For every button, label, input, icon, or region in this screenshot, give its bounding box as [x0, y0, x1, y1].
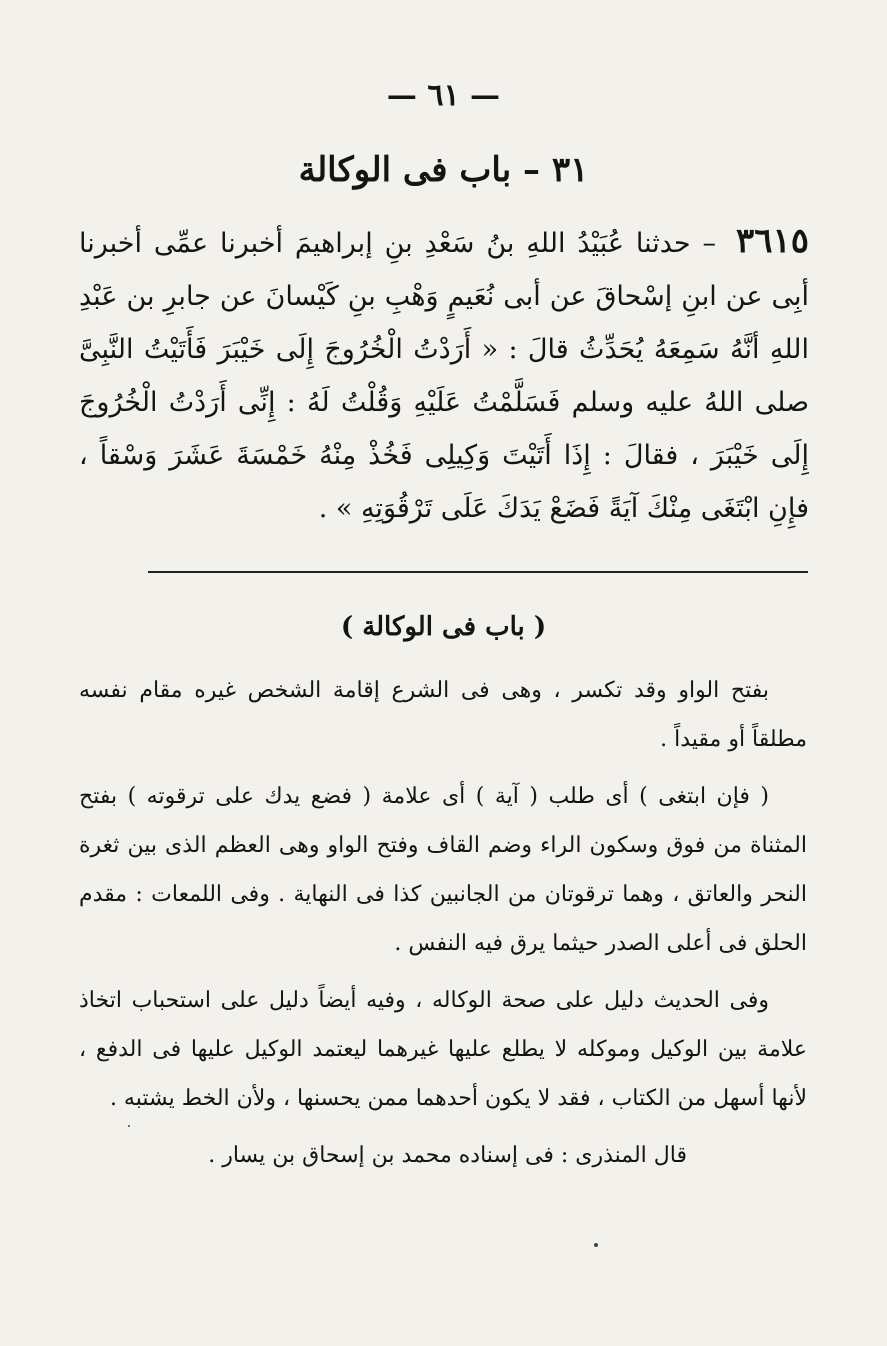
chapter-title: ٣١ – باب فى الوكالة — [298, 150, 589, 190]
commentary-heading: ( باب فى الوكالة ) — [340, 612, 547, 642]
commentary-body — [79, 666, 807, 1188]
page-number: — ٦١ — — [386, 78, 501, 113]
commentary-paragraph: قال المنذرى : فى إسناده محمد بن إسحاق بن يسار . — [208, 1143, 687, 1168]
commentary-paragraph: بفتح الواو وقد تكسر ، وهى فى الشرع إقامة الشخص غيره مقام نفسه مطلقاً أو مقيداً . — [79, 678, 807, 752]
ink-speck — [128, 1125, 130, 1127]
ink-speck — [594, 1243, 598, 1247]
commentary-paragraph: وفى الحديث دليل على صحة الوكاله ، وفيه أيضاً دليل على استحباب اتخاذ علامة بين الوكيل وموكله لا يطلع عليها غيرهما ليعتمد الوكيل عليها فى الدفع ، لأنها أسهل من الكتاب ، فقد لا يكون أحدهما ممن يحسنها ، ولأن الخط يشتبه . — [79, 988, 807, 1111]
commentary-paragraph: ( فإن ابتغى ) أى طلب ( آية ) أى علامة ( فضع يدك على ترقوته ) بفتح المثناة من فوق وسكون الراء وضم القاف وفتح الواو وهى العظم الذى بين ثغرة النحر والعاتق ، وهما ترقوتان من الجانبين كذا فى النهاية . وفى اللمعات : مقدم الحلق فى أعلى الصدر حيثما يرق فيه النفس . — [79, 784, 807, 956]
section-divider — [148, 571, 808, 573]
hadith-number: ٣٦١٥ — [735, 221, 809, 261]
hadith-block — [79, 215, 809, 535]
hadith-text: – حدثنا عُبَيْدُ اللهِ بنُ سَعْدِ بنِ إبراهيمَ أخبرنا عمِّى أخبرنا أبِى عن ابنِ إسْحاقَ عن أبى نُعَيمٍ وَهْبِ بنِ كَيْسانَ عن جابرِ بن عَبْدِ اللهِ أنَّهُ سَمِعَهُ يُحَدِّثُ قالَ : « أَرَدْتُ الْخُرُوجَ إِلَى خَيْبَرَ فَأَتَيْتُ النَّبِىَّ صلى اللهُ عليه وسلم فَسَلَّمْتُ عَلَيْهِ وَقُلْتُ لَهُ : إِنِّى أَرَدْتُ الْخُرُوجَ إِلَى خَيْبَرَ ، فقالَ : إِذَا أَتَيْتَ وَكِيلِى فَخُذْ مِنْهُ خَمْسَةَ عَشَرَ وَسْقاً ، فإِنِ ابْتَغَى مِنْكَ آيَةً فَضَعْ يَدَكَ عَلَى تَرْقُوَتِهِ » . — [79, 228, 809, 524]
